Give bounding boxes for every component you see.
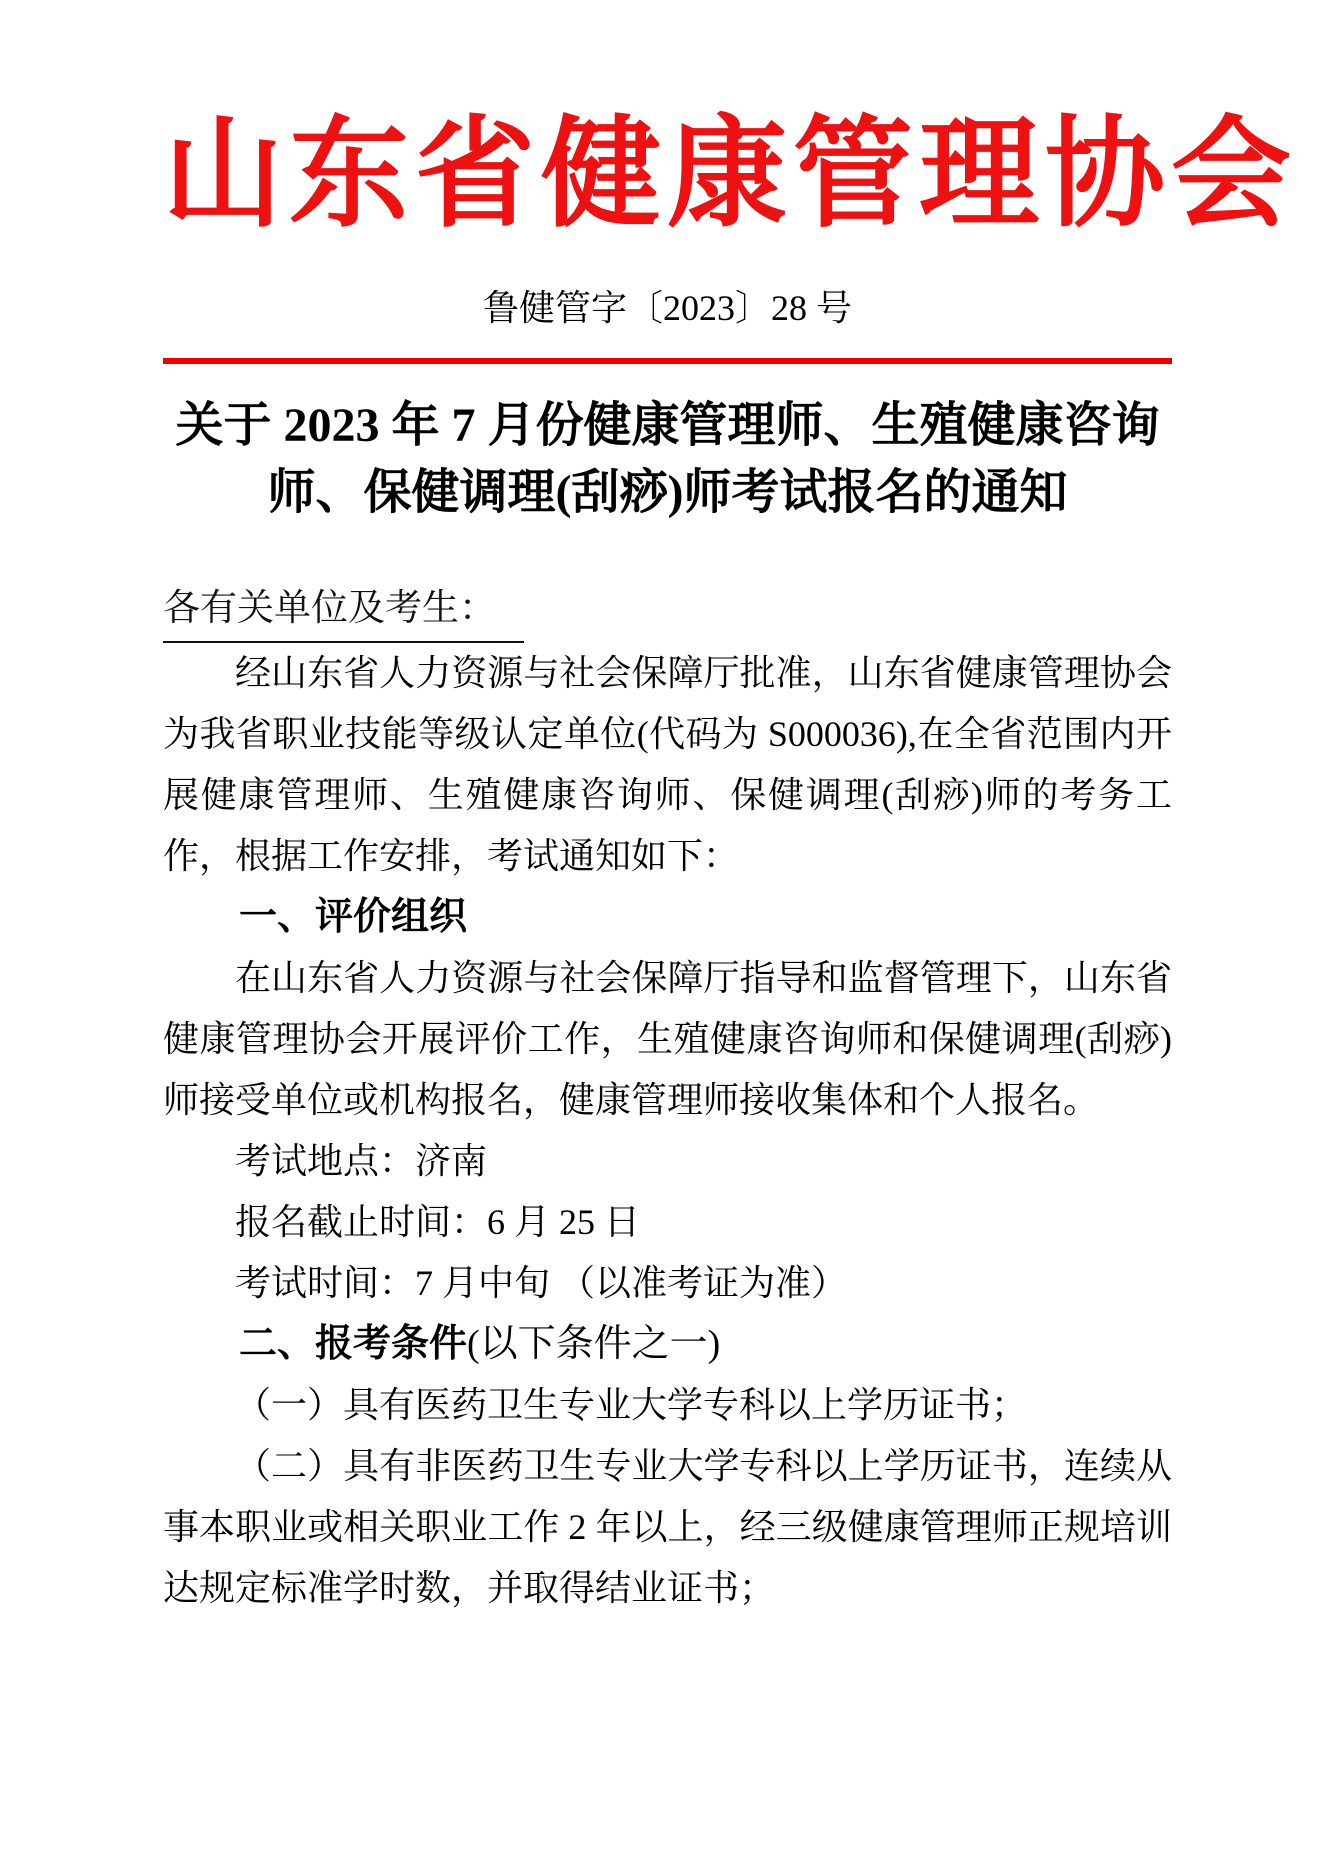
condition-item-2: （二）具有非医药卫生专业大学专科以上学历证书，连续从事本职业或相关职业工作 2 年以上，经三级健康管理师正规培训达规定标准学时数，并取得结业证书；: [163, 1446, 1172, 1608]
salutation: [163, 578, 1172, 643]
notice-title: [163, 392, 1172, 526]
notice-title-line1: 关于 2023 年 7 月份健康管理师、生殖健康咨询: [175, 399, 1160, 452]
exam-location-line: 考试地点：济南: [235, 1141, 488, 1181]
salutation-text: 各有关单位及考生：: [163, 578, 524, 643]
intro-paragraph: 经山东省人力资源与社会保障厅批准，山东省健康管理协会为我省职业技能等级认定单位(代码为 S000036),在全省范围内开展健康管理师、生殖健康咨询师、保健调理(刮痧)师的考务工作，根据工作安排，考试通知如下：: [163, 653, 1172, 876]
section1-paragraph: 在山东省人力资源与社会保障厅指导和监督管理下，山东省健康管理协会开展评价工作，生殖健康咨询师和保健调理(刮痧)师接受单位或机构报名，健康管理师接收集体和个人报名。: [163, 958, 1172, 1120]
section2-heading-bold: 二、报考条件: [239, 1323, 468, 1365]
condition-item-1: （一）具有医药卫生专业大学专科以上学历证书；: [235, 1385, 1028, 1425]
registration-deadline-line: 报名截止时间：6 月 25 日: [235, 1202, 641, 1242]
section1-heading: 一、评价组织: [239, 896, 468, 938]
section2-heading-note: (以下条件之一): [467, 1323, 721, 1365]
doc-number: 鲁健管字〔2023〕28 号: [482, 288, 852, 328]
exam-time-line: 考试时间：7 月中旬 （以准考证为准）: [235, 1263, 848, 1303]
notice-title-line2: 师、保健调理(刮痧)师考试报名的通知: [267, 466, 1068, 519]
org-title: 山东省健康管理协会: [163, 108, 1297, 241]
document-content: [163, 0, 1297, 1619]
header-divider-rule: [163, 358, 1172, 364]
section2-heading: [163, 1314, 1172, 1375]
